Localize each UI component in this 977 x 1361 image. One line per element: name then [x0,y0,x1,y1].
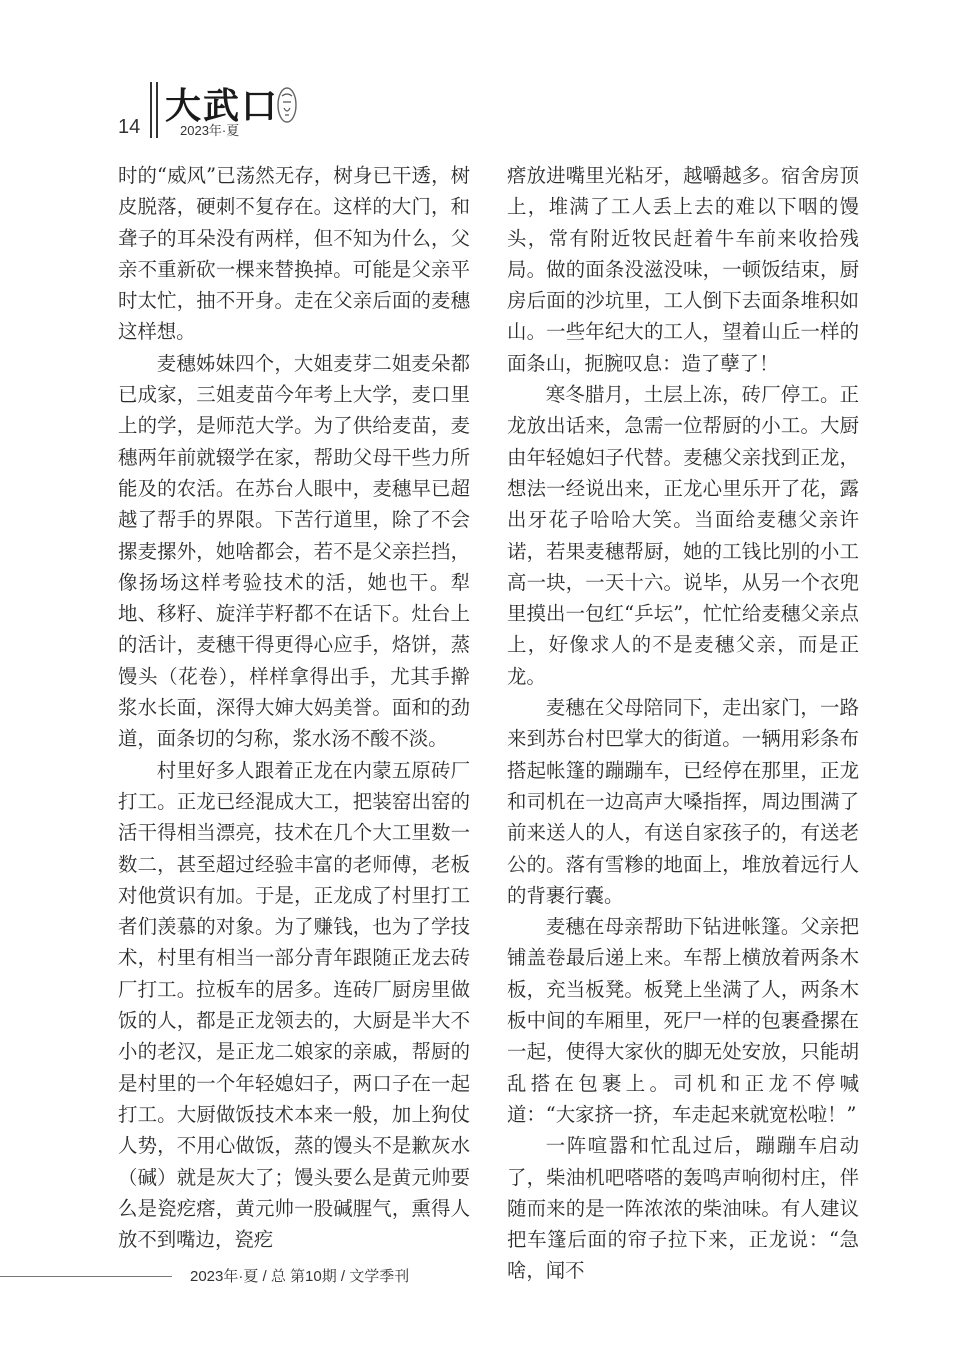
page-number: 14 [118,116,141,138]
paragraph: 时的“威风”已荡然无存，树身已干透，树皮脱落，硬刺不复存在。这样的大门，和聋子的耳朵没有两样，但不知为什么，父亲不重新砍一棵来替换掉。可能是父亲平时太忙，抽不开身。走在父亲后面的麦穗这样想。 [118,164,470,344]
seal-logo-icon [276,86,298,124]
page-header [0,0,977,150]
left-column [118,160,470,1255]
paragraph: 村里好多人跟着正龙在内蒙五原砖厂打工。正龙已经混成大工，把装窑出窑的活干得相当漂亮，技术在几个大工里数一数二，甚至超过经验丰富的老师傅，老板对他赏识有加。于是，正龙成了村里打工者们羡慕的对象。为了赚钱，也为了学技术，村里有相当一部分青年跟随正龙去砖厂打工。拉板车的居多。连砖厂厨房里做饭的人，都是正龙领去的，大厨是半大不小的老汉，是正龙二娘家的亲戚，帮厨的是村里的一个年轻媳妇子，两口子在一起打工。大厨做饭技术本来一般，加上狗仗人势，不用心做饭，蒸的馒头不是歉灰水（碱）就是灰大了；馒头要么是黄元帅要么是瓷疙瘩，黄元帅一股碱腥气，熏得人放不到嘴边，瓷疙 [118,758,470,1252]
paragraph: 麦穗姊妹四个，大姐麦芽二姐麦朵都已成家，三姐麦苗今年考上大学，麦口里上的学，是师范大学。为了供给麦苗，麦穗两年前就辍学在家，帮助父母干些力所能及的农活。在苏台人眼中，麦穗早已超越了帮手的界限。下苦行道里，除了不会摞麦摞外，她啥都会，若不是父亲拦挡，像扬场这样考验技术的活，她也干。犁地、移籽、旋洋芋籽都不在话下。灶台上的活计，麦穗干得更得心应手，烙饼，蒸馒头（花卷），样样拿得出手，尤其手擀浆水长面，深得大婶大妈美誉。面和的劲道，面条切的匀称，浆水汤不酸不淡。 [118,351,470,751]
paragraph: 瘩放进嘴里光粘牙，越嚼越多。宿舍房顶上，堆满了工人丢上去的难以下咽的馒头，常有附近牧民赶着牛车前来收拾残局。做的面条没滋没味，一顿饭结束，厨房后面的沙坑里，工人倒下去面条堆积如山。一些年纪大的工人，望着山丘一样的面条山，扼腕叹息：造了孽了！ [507,164,859,375]
paragraph: 麦穗在母亲帮助下钻进帐篷。父亲把铺盖卷最后递上来。车帮上横放着两条木板，充当板凳。板凳上坐满了人，两条木板中间的车厢里，死尸一样的包裹叠摞在一起，使得大家伙的脚无处安放，只能胡乱搭在包裹上。司机和正龙不停喊道：“大家挤一挤，车走起来就宽松啦！” [507,915,859,1126]
footer-divider [0,1276,172,1277]
page-footer [0,1262,977,1292]
footer-text: 2023年·夏 / 总 第10期 / 文学季刊 [190,1268,410,1285]
paragraph: 寒冬腊月，土层上冻，砖厂停工。正龙放出话来，急需一位帮厨的小工。大厨由年轻媳妇子代替。麦穗父亲找到正龙，想法一经说出来，正龙心里乐开了花，露出牙花子哈哈大笑。当面给麦穗父亲许诺，若果麦穗帮厨，她的工钱比别的小工高一块，一天十六。说毕，从另一个衣兜里摸出一包红“乒坛”，忙忙给麦穗父亲点上，好像求人的不是麦穗父亲，而是正龙。 [507,383,859,688]
magazine-issue: 2023年·夏 [180,123,240,138]
header-divider [150,82,152,138]
paragraph: 麦穗在父母陪同下，走出家门，一路来到苏台村巴掌大的街道。一辆用彩条布搭起帐篷的蹦蹦车，已经停在那里，正龙和司机在一边高声大嗓指挥，周边围满了前来送人的人，有送自家孩子的，有送老公的。落有雪糁的地面上，堆放着远行人的背裹行囊。 [507,696,859,907]
header-divider [156,82,158,138]
right-column [507,160,859,1287]
magazine-title: 大武口 [165,85,280,127]
paragraph: 一阵喧嚣和忙乱过后，蹦蹦车启动了，柴油机吧嗒嗒的轰鸣声响彻村庄，伴随而来的是一阵浓浓的柴油味。有人建议把车篷后面的帘子拉下来，正龙说：“急啥，闻不 [507,1134,859,1283]
